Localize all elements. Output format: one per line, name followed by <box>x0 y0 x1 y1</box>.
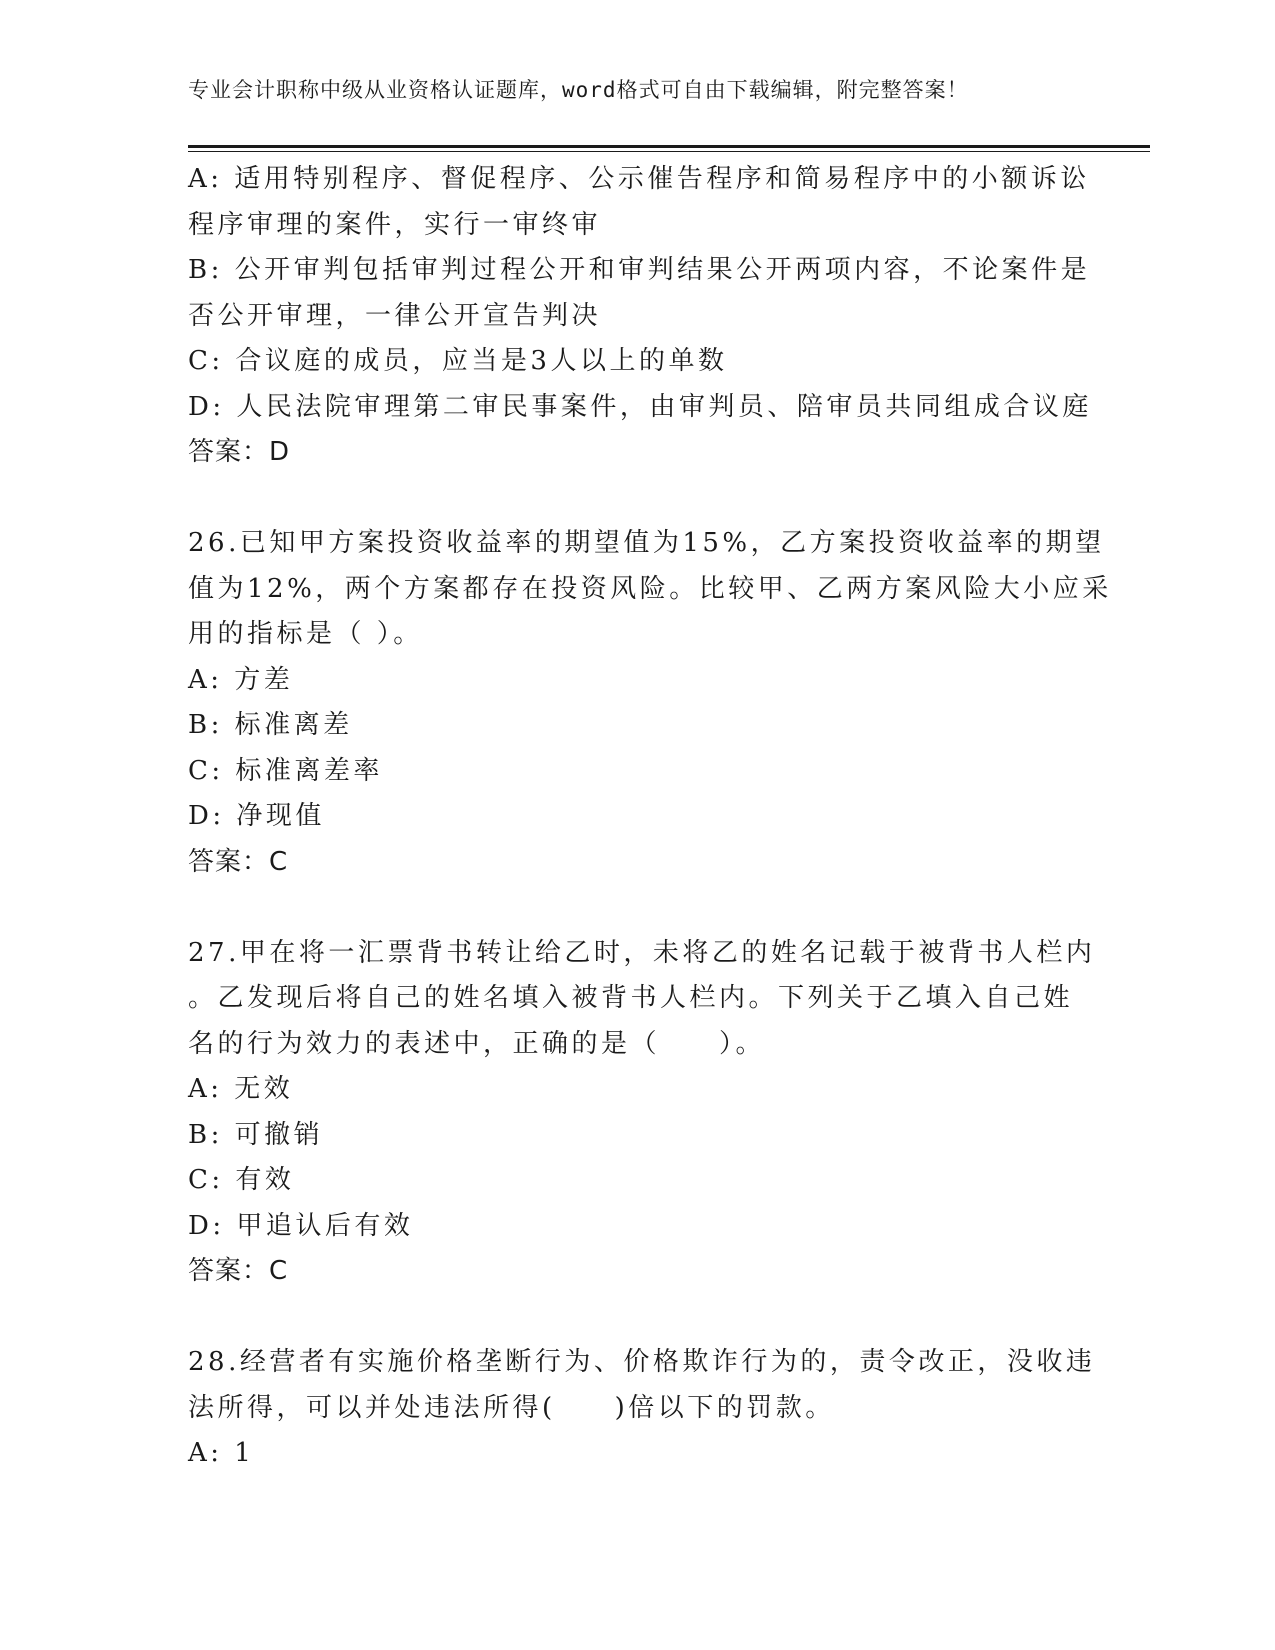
question-content <box>188 157 1112 1477</box>
spacer <box>188 476 1088 522</box>
question-line: B: 公开审判包括审判过程公开和审判结果公开两项内容，不论案件是 <box>188 255 1091 285</box>
option-a: A: 方差 <box>188 664 294 695</box>
option-b: B: 可撤销 <box>188 1119 324 1150</box>
option-a: A: 1 <box>188 1438 255 1468</box>
answer-label: 答案：C <box>188 1256 289 1286</box>
question-line: C: 合议庭的成员，应当是3人以上的单数 <box>188 346 728 376</box>
option-b: B: 标准离差 <box>188 710 353 740</box>
spacer <box>188 885 1088 931</box>
question-28 <box>188 1340 1096 1477</box>
option-a: A: 无效 <box>188 1074 294 1104</box>
question-line: 否公开审理，一律公开宣告判决 <box>188 300 602 331</box>
question-25-continuation <box>188 157 1092 476</box>
question-line: 值为12%，两个方案都存在投资风险。比较甲、乙两方案风险大小应采 <box>188 573 1112 604</box>
question-27 <box>188 931 1096 1295</box>
question-line: 法所得，可以并处违法所得( )倍以下的罚款。 <box>188 1392 835 1423</box>
option-d: D: 甲追认后有效 <box>188 1210 414 1241</box>
question-line: 用的指标是（ ）。 <box>188 619 423 649</box>
option-c: C: 有效 <box>188 1165 295 1195</box>
page-header: 专业会计职称中级从业资格认证题库，word格式可自由下载编辑，附完整答案！ <box>188 78 969 102</box>
question-26 <box>188 521 1112 885</box>
question-line: D: 人民法院审理第二审民事案件，由审判员、陪审员共同组成合议庭 <box>188 391 1092 422</box>
answer-label: 答案：D <box>188 437 291 467</box>
question-line: 28.经营者有实施价格垄断行为、价格欺诈行为的，责令改正，没收违 <box>188 1347 1096 1377</box>
question-line: 26.已知甲方案投资收益率的期望值为15%，乙方案投资收益率的期望 <box>188 528 1105 558</box>
header-rule-thin <box>188 151 1150 152</box>
option-d: D: 净现值 <box>188 801 325 831</box>
answer-label: 答案：C <box>188 846 289 877</box>
header-rule-thick <box>188 145 1150 148</box>
question-line: 。乙发现后将自己的姓名填入被背书人栏内。下列关于乙填入自己姓 <box>188 983 1074 1013</box>
question-line: 程序审理的案件，实行一审终审 <box>188 209 602 240</box>
option-c: C: 标准离差率 <box>188 755 383 786</box>
question-line: A: 适用特别程序、督促程序、公示催告程序和简易程序中的小额诉讼 <box>188 164 1090 194</box>
question-line: 名的行为效力的表述中，正确的是（ ）。 <box>188 1028 766 1059</box>
question-line: 27.甲在将一汇票背书转让给乙时，未将乙的姓名记载于被背书人栏内 <box>188 937 1096 968</box>
spacer <box>188 1295 1088 1341</box>
